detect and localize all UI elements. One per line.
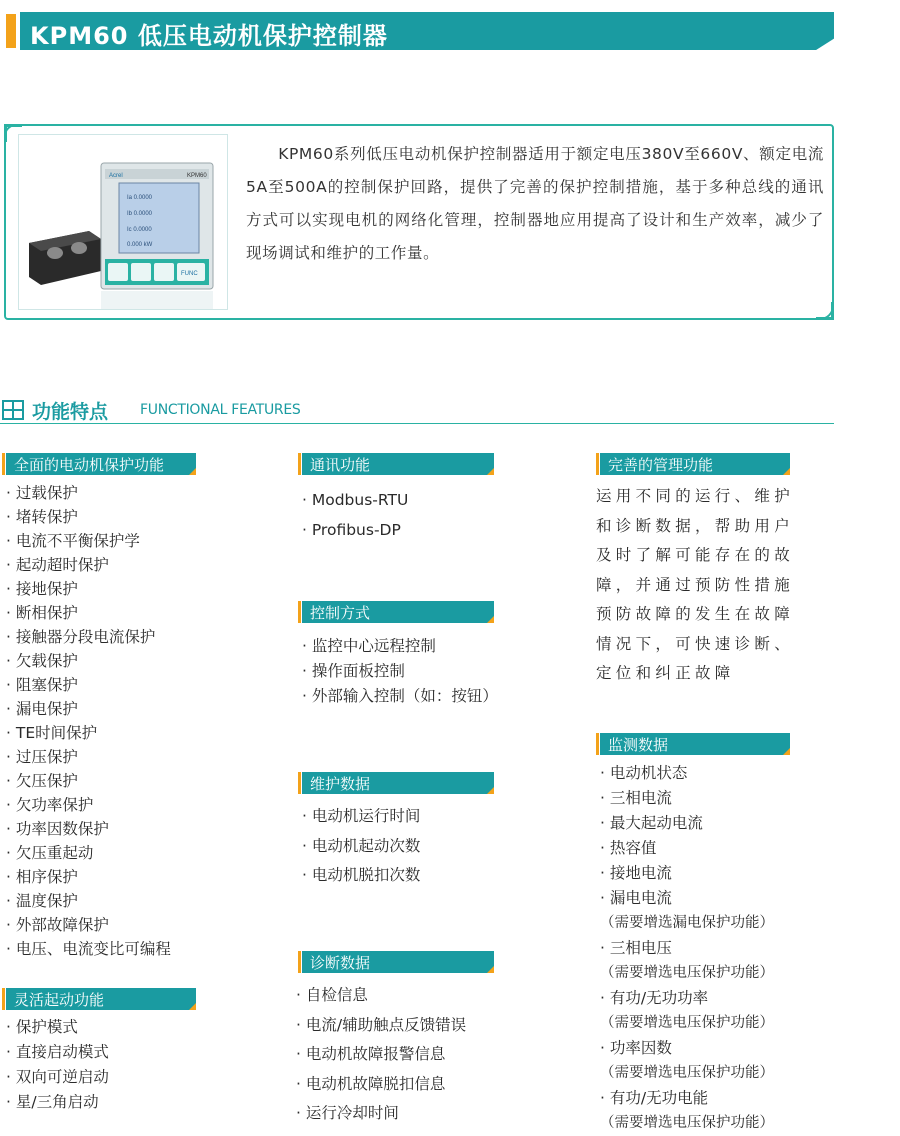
list-item: · 欠载保护 [6, 649, 171, 673]
startup-list [6, 1015, 109, 1115]
list-item: · TE时间保护 [6, 721, 171, 745]
maintenance-header: 维护数据 [302, 772, 494, 794]
title-accent [6, 14, 16, 48]
screen-line-1: Ia 0.0000 [127, 195, 153, 201]
list-item: · 有功/无功功率 [600, 986, 774, 1011]
comm-header: 通讯功能 [302, 453, 494, 475]
list-item: · 星/三角启动 [6, 1090, 109, 1115]
list-item: · 自检信息 [296, 981, 466, 1011]
monitor-note: （需要增选电压保护功能） [600, 1015, 774, 1031]
list-item: · 欠功率保护 [6, 793, 171, 817]
list-item: · 功率因数保护 [6, 817, 171, 841]
screen-line-4: 0.000 kW [127, 242, 153, 248]
list-item: · 电流/辅助触点反馈错误 [296, 1011, 466, 1041]
list-item: · 断相保护 [6, 601, 171, 625]
protection-list [6, 481, 171, 961]
list-item: · 过压保护 [6, 745, 171, 769]
list-item: · 运行冷却时间 [296, 1099, 466, 1129]
list-item: · 阻塞保护 [6, 673, 171, 697]
list-item: · 接地电流 [600, 861, 774, 886]
brand-label: Acrel [109, 173, 123, 179]
list-item: · 直接启动模式 [6, 1040, 109, 1065]
control-list [302, 634, 498, 709]
list-item: · 保护模式 [6, 1015, 109, 1040]
monitor-list [600, 761, 774, 1136]
grid-icon [2, 400, 24, 420]
monitor-note: （需要增选漏电保护功能） [600, 915, 774, 931]
list-item: · 三相电压 [600, 936, 774, 961]
model-label: KPM60 [187, 173, 207, 179]
list-item: · 电压、电流变比可编程 [6, 937, 171, 961]
intro-paragraph: KPM60系列低压电动机保护控制器适用于额定电压380V至660V、额定电流5A至500A的控制保护回路，提供了完善的保护控制措施，基于多种总线的通讯方式可以实现电机的网络化管理，控制器地应用提高了设计和生产效率，减少了现场调试和维护的工作量。 [246, 145, 824, 262]
list-item: · 漏电电流 [600, 886, 774, 911]
list-item: · 最大起动电流 [600, 811, 774, 836]
list-item: · Profibus-DP [302, 516, 408, 546]
list-item: · 外部故障保护 [6, 913, 171, 937]
func-key-label: FUNC [181, 271, 198, 277]
monitor-note: （需要增选电压保护功能） [600, 1115, 774, 1131]
list-item: · 电动机故障脱扣信息 [296, 1070, 466, 1100]
list-item: · 漏电保护 [6, 697, 171, 721]
monitor-note: （需要增选电压保护功能） [600, 1065, 774, 1081]
monitor-note: （需要增选电压保护功能） [600, 965, 774, 981]
features-title-zh: 功能特点 [32, 401, 109, 423]
screen-line-2: Ib 0.0000 [127, 211, 153, 217]
product-image [18, 134, 228, 310]
list-item: · 操作面板控制 [302, 659, 498, 684]
list-item: · 电动机起动次数 [302, 832, 420, 862]
list-item: · 双向可逆启动 [6, 1065, 109, 1090]
list-item: · 电动机运行时间 [302, 802, 420, 832]
list-item: · Modbus-RTU [302, 486, 408, 516]
monitor-header: 监测数据 [600, 733, 790, 755]
startup-header: 灵活起动功能 [6, 988, 196, 1010]
list-item: · 有功/无功电能 [600, 1086, 774, 1111]
maintenance-list [302, 802, 420, 891]
list-item: · 电动机脱扣次数 [302, 861, 420, 891]
list-item: · 三相电流 [600, 786, 774, 811]
comm-list [302, 486, 408, 545]
intro-box [4, 124, 834, 320]
diagnosis-header: 诊断数据 [302, 951, 494, 973]
list-item: · 相序保护 [6, 865, 171, 889]
list-item: · 监控中心远程控制 [302, 634, 498, 659]
features-title-en: FUNCTIONAL FEATURES [140, 402, 301, 418]
list-item: · 接地保护 [6, 577, 171, 601]
list-item: · 电动机状态 [600, 761, 774, 786]
list-item: · 电流不平衡保护学 [6, 529, 171, 553]
management-header: 完善的管理功能 [600, 453, 790, 475]
page-title: KPM60 低压电动机保护控制器 [30, 22, 388, 50]
list-item: · 堵转保护 [6, 505, 171, 529]
list-item: · 起动超时保护 [6, 553, 171, 577]
management-text: 运用不同的运行、维护和诊断数据，帮助用户及时了解可能存在的故障，并通过预防性措施预防故障的发生在故障情况下，可快速诊断、定位和纠正故障 [596, 487, 795, 682]
diagnosis-list [296, 981, 466, 1129]
control-header: 控制方式 [302, 601, 494, 623]
list-item: · 温度保护 [6, 889, 171, 913]
list-item: · 过载保护 [6, 481, 171, 505]
screen-line-3: Ic 0.0000 [127, 227, 152, 233]
features-header [0, 396, 834, 424]
list-item: · 功率因数 [600, 1036, 774, 1061]
title-banner [6, 12, 834, 50]
list-item: · 热容值 [600, 836, 774, 861]
protection-header: 全面的电动机保护功能 [6, 453, 196, 475]
list-item: · 欠压保护 [6, 769, 171, 793]
list-item: · 欠压重起动 [6, 841, 171, 865]
list-item: · 电动机故障报警信息 [296, 1040, 466, 1070]
list-item: · 接触器分段电流保护 [6, 625, 171, 649]
list-item: · 外部输入控制（如：按钮） [302, 684, 498, 709]
